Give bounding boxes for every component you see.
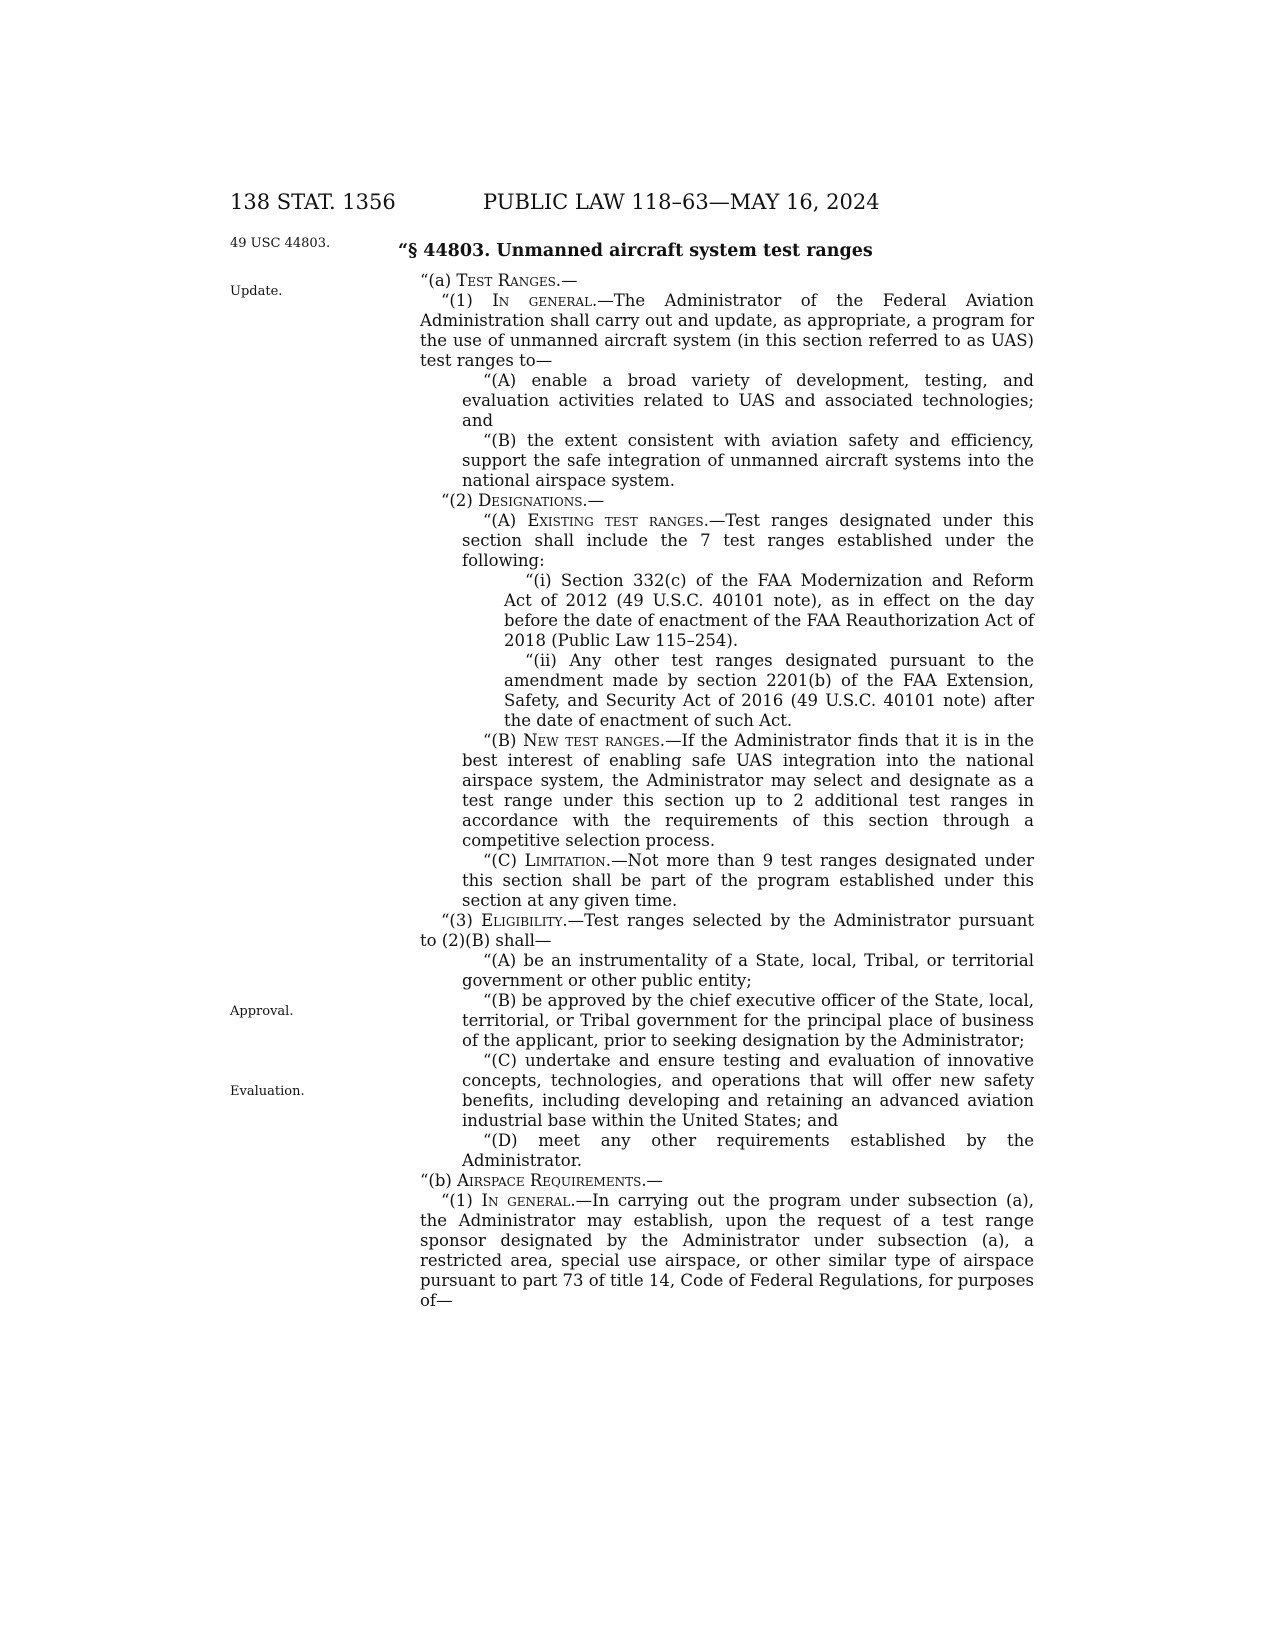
paragraph-b1: “(1) In general.—In carrying out the program under subsection (a), the Administrator may establish, upon the request of a test range sponsor designated by the Administrator under subsection (a), a restricted area, special use airspace, or other similar type of airspace pursuant to part 73 of title 14, Code of Federal Regulations, for purposes of—	[420, 1191, 1034, 1310]
paragraph-a2-A: “(A) Existing test ranges.—Test ranges designated under this section shall include the 7 test ranges established under the following:	[462, 511, 1034, 570]
paragraph-a3-A: “(A) be an instrumentality of a State, local, Tribal, or territorial government or other public entity;	[462, 951, 1034, 990]
paragraph-a2-B: “(B) New test ranges.—If the Administrator finds that it is in the best interest of enabling safe UAS integration into the national airspace system, the Administrator may select and designate as a test range under this section up to 2 additional test ranges in accordance with the requirements of this section through a competitive selection process.	[462, 731, 1034, 850]
paragraph-a3-C: “(C) undertake and ensure testing and evaluation of innovative concepts, technologies, and operations that will offer new safety benefits, including developing and retaining an advanced aviation industrial base within the United States; and	[462, 1051, 1034, 1130]
paragraph-a2-heading: “(2) Designations.—	[441, 491, 605, 510]
statute-body	[420, 271, 1034, 1311]
running-title: PUBLIC LAW 118–63—MAY 16, 2024	[483, 190, 880, 214]
margin-note-evaluation: Evaluation.	[230, 1084, 305, 1099]
section-heading: “§ 44803. Unmanned aircraft system test ranges	[398, 241, 873, 261]
paragraph-a3-B: “(B) be approved by the chief executive officer of the State, local, territorial, or Tribal government for the principal place of business of the applicant, prior to seeking designation by the Administrator;	[462, 991, 1034, 1050]
paragraph-a1-B: “(B) the extent consistent with aviation safety and efficiency, support the safe integration of unmanned aircraft systems into the national airspace system.	[462, 431, 1034, 490]
margin-note-usc: 49 USC 44803.	[230, 236, 331, 251]
subsection-b-heading: “(b) Airspace Requirements.—	[420, 1171, 664, 1190]
paragraph-a1: “(1) In general.—The Administrator of the Federal Aviation Administration shall carry out and update, as appropriate, a program for the use of unmanned aircraft system (in this section referred to as UAS) test ranges to—	[420, 291, 1034, 370]
margin-note-approval: Approval.	[230, 1004, 294, 1019]
paragraph-a2-C: “(C) Limitation.—Not more than 9 test ranges designated under this section shall be part of the program established under this section at any given time.	[462, 851, 1034, 910]
stat-page-number: 138 STAT. 1356	[230, 190, 396, 214]
paragraph-a3: “(3) Eligibility.—Test ranges selected by the Administrator pursuant to (2)(B) shall—	[420, 911, 1034, 950]
paragraph-a3-D: “(D) meet any other requirements established by the Administrator.	[462, 1131, 1034, 1170]
subsection-a-heading: “(a) Test Ranges.—	[420, 271, 578, 290]
paragraph-a2-A-i: “(i) Section 332(c) of the FAA Modernization and Reform Act of 2012 (49 U.S.C. 40101 note), as in effect on the day before the date of enactment of the FAA Reauthorization Act of 2018 (Public Law 115–254).	[504, 571, 1034, 650]
paragraph-a2-A-ii: “(ii) Any other test ranges designated pursuant to the amendment made by section 2201(b) of the FAA Extension, Safety, and Security Act of 2016 (49 U.S.C. 40101 note) after the date of enactment of such Act.	[504, 651, 1034, 730]
paragraph-a1-A: “(A) enable a broad variety of development, testing, and evaluation activities related to UAS and associated technologies; and	[462, 371, 1034, 430]
margin-note-update: Update.	[230, 284, 283, 299]
